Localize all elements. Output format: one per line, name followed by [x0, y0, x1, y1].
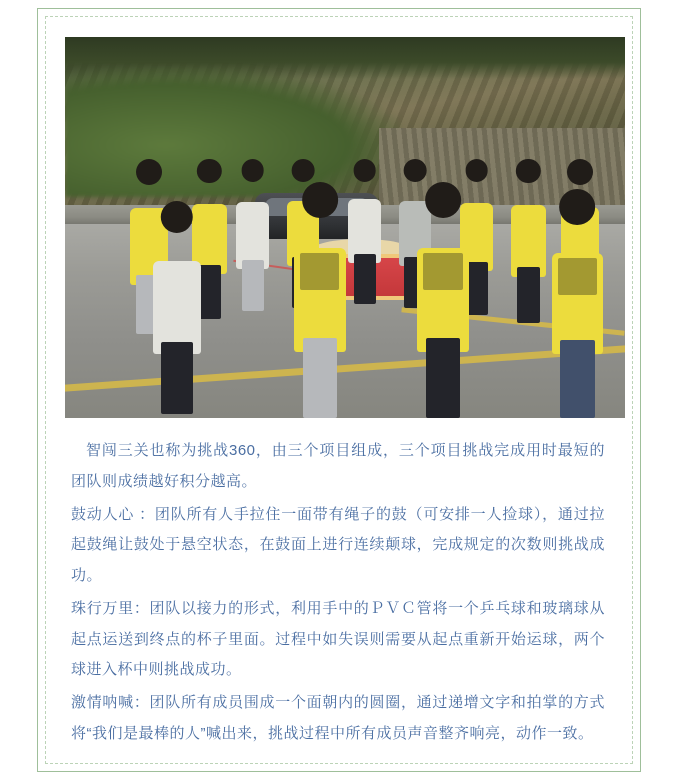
participant-legs	[560, 340, 594, 418]
participant	[507, 159, 549, 323]
participant-head	[465, 159, 488, 182]
participant-head	[292, 159, 315, 182]
participant-vest	[236, 202, 269, 269]
paragraph-drum-activity: 鼓动人心 ：团队所有人手拉住一面带有绳子的鼓（可安排一人捡球），通过拉起鼓绳让鼓处于悬空状态，在鼓面上进行连续颠球，完成规定的次数则挑战成功。	[71, 505, 605, 584]
participant-head	[241, 159, 264, 182]
participant-foreground	[412, 182, 474, 418]
participant-foreground	[149, 201, 205, 414]
participant-legs	[426, 338, 460, 418]
participant	[233, 159, 272, 311]
participant-vest	[511, 205, 546, 277]
participant-head	[353, 159, 376, 182]
participant-legs	[517, 267, 541, 323]
paragraph-shout-activity: 激情呐喊：团队所有成员围成一个面朝内的圆圈，通过递增文字和拍掌的方式将“我们是最棒的人”喊出来，挑战过程中所有成员声音整齐响亮，动作一致。	[71, 694, 605, 742]
participant-head	[302, 182, 338, 218]
participant-head	[404, 159, 427, 182]
vest-logo	[423, 253, 462, 291]
participant-head	[197, 159, 221, 183]
participant-legs	[303, 338, 337, 418]
participant-head	[425, 182, 461, 218]
article-card	[37, 8, 641, 772]
participant-foreground	[547, 189, 609, 418]
participant-head	[161, 201, 193, 233]
vest-logo	[300, 253, 339, 291]
participant-foreground	[289, 182, 351, 418]
paragraph-relay-activity: 珠行万里：团队以接力的形式，利用手中的ＰＶＣ管将一个乒乓球和玻璃球从起点运送到终点的杯子里面。过程中如失误则需要从起点重新开始运球，两个球进入杯中则挑战成功。	[71, 599, 605, 679]
participant-legs	[161, 342, 192, 415]
participant	[345, 159, 384, 304]
participant-head	[560, 189, 596, 225]
article-inner-frame	[45, 16, 633, 764]
team-building-activity-photo	[65, 37, 625, 418]
participant-head	[136, 159, 162, 185]
participant-legs	[354, 254, 376, 303]
participant-head	[516, 159, 540, 183]
paragraph-intro: 智闯三关也称为挑战360，由三个项目组成，三个项目挑战完成用时最短的团队则成绩越好积分越高。	[71, 442, 605, 490]
participant-vest	[153, 261, 200, 355]
vest-logo	[558, 258, 597, 295]
participant-head	[567, 159, 593, 185]
participant-legs	[242, 260, 264, 312]
article-body	[65, 418, 613, 750]
